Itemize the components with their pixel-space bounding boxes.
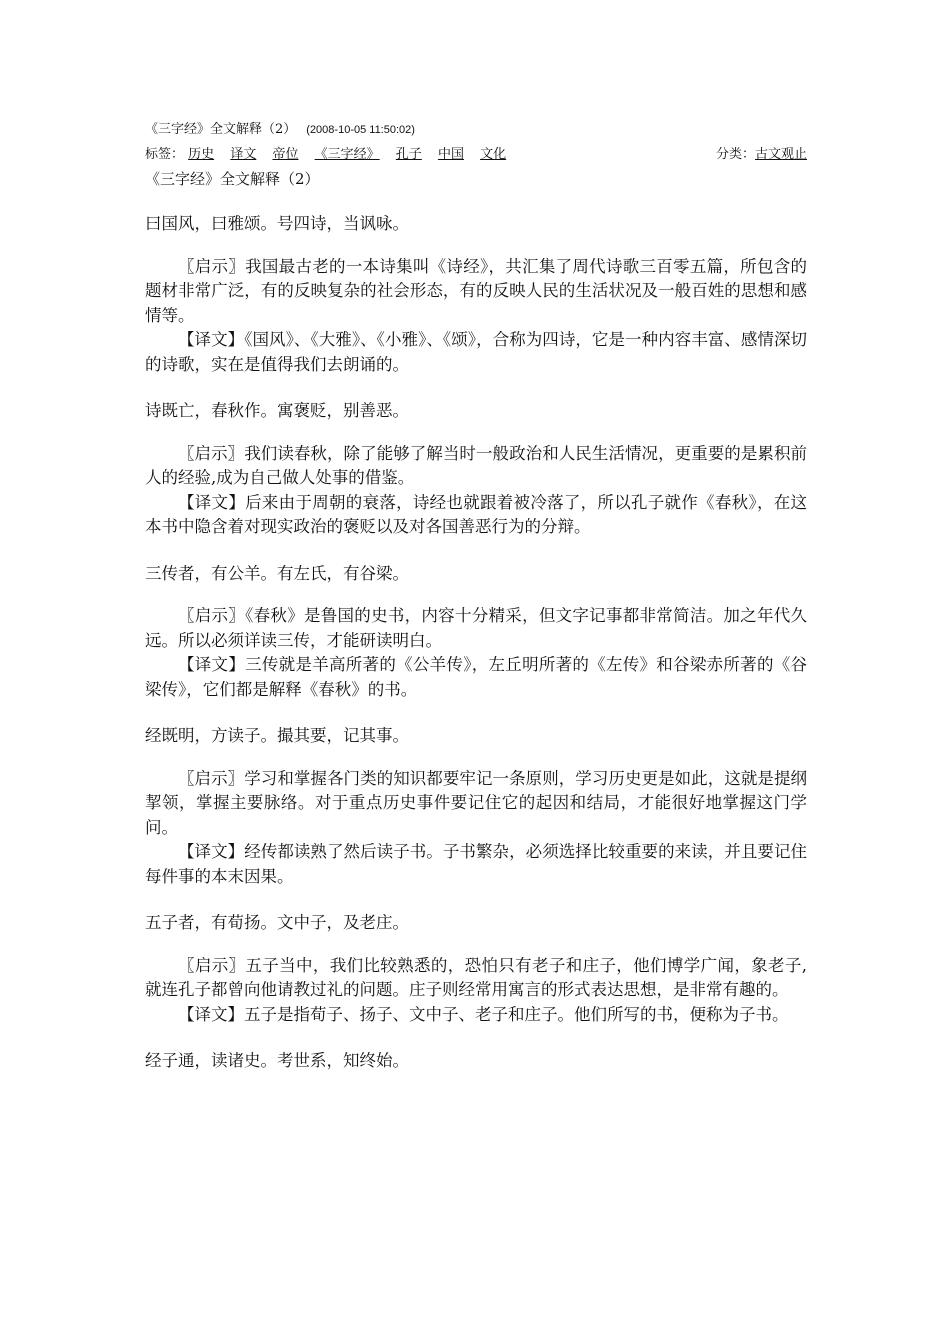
insight-paragraph: 〖启示〗学习和掌握各门类的知识都要牢记一条原则，学习历史更是如此，这就是提纲挈领，掌握主要脉络。对于重点历史事件要记住它的起因和结局，才能很好地掌握这门学问。: [145, 768, 807, 837]
tag-link[interactable]: 历史: [188, 147, 215, 162]
tags-line: [145, 145, 807, 165]
category-link[interactable]: 古文观止: [754, 147, 807, 162]
translation-paragraph: 【译文】三传就是羊高所著的《公羊传》，左丘明所著的《左传》和谷梁赤所著的《谷梁传》，它们都是解释《春秋》的书。: [145, 655, 807, 699]
verse: 三传者，有公羊。有左氏，有谷梁。: [145, 563, 409, 583]
translation-paragraph: 【译文】经传都读熟了然后读子书。子书繁杂，必须选择比较重要的来读，并且要记住每件事的本末因果。: [145, 842, 807, 886]
insight-paragraph: 〖启示〗五子当中，我们比较熟悉的，恐怕只有老子和庄子，他们博学广闻，象老子,就连孔子都曾向他请教过礼的问题。庄子则经常用寓言的形式表达思想，是非常有趣的。: [145, 955, 807, 999]
verse: 经子通，读诸史。考世系，知终始。: [145, 1051, 409, 1070]
translation-paragraph: 【译文】后来由于周朝的衰落，诗经也就跟着被冷落了，所以孔子就作《春秋》，在这本书中隐含着对现实政治的褒贬以及对各国善恶行为的分辩。: [145, 492, 807, 536]
tag-link[interactable]: 中国: [437, 147, 464, 162]
insight-paragraph: 〖启示〗《春秋》是鲁国的史书，内容十分精采，但文字记事都非常简洁。加之年代久远。所以必须详读三传，才能研读明白。: [145, 606, 807, 650]
tags-label: 标签：: [145, 147, 185, 162]
verse: 曰国风，曰雅颂。号四诗，当讽咏。: [145, 214, 409, 233]
section: [145, 212, 807, 377]
article-body: [145, 212, 807, 1096]
translation-paragraph: 【译文】五子是指荀子、扬子、文中子、老子和庄子。他们所写的书，便称为子书。: [178, 1004, 789, 1024]
section: [145, 562, 807, 703]
verse: 诗既亡，春秋作。寓褒贬，别善恶。: [145, 401, 409, 420]
article-subtitle: 《三字经》全文解释（2）: [145, 170, 320, 188]
tag-link[interactable]: 帝位: [272, 147, 299, 162]
translation-paragraph: 【译文】《国风》、《大雅》、《小雅》、《颂》，合称为四诗，它是一种内容丰富、感情深切的诗歌，实在是值得我们去朗诵的。: [145, 330, 807, 374]
category-label: 分类：: [715, 147, 755, 162]
section: [145, 399, 807, 540]
tag-link[interactable]: 《三字经》: [314, 147, 380, 162]
section: [145, 911, 807, 1027]
post-title: 《三字经》全文解释（2）: [145, 122, 297, 137]
tag-link[interactable]: 文化: [480, 147, 507, 162]
post-date: (2008-10-05 11:50:02): [306, 124, 415, 136]
verse: 经既明，方读子。撮其要，记其事。: [145, 726, 409, 745]
category: [716, 145, 807, 165]
section: [145, 1049, 807, 1074]
post-title-line: [145, 120, 415, 140]
section: [145, 724, 807, 889]
insight-paragraph: 〖启示〗我国最古老的一本诗集叫《诗经》，共汇集了周代诗歌三百零五篇，所包含的题材非常广泛，有的反映复杂的社会形态，有的反映人民的生活状况及一般百姓的思想和感情等。: [145, 256, 807, 325]
tag-link[interactable]: 孔子: [395, 147, 422, 162]
tag-link[interactable]: 译文: [230, 147, 257, 162]
insight-paragraph: 〖启示〗我们读春秋，除了能够了解当时一般政治和人民生活情况，更重要的是累积前人的经验,成为自己做人处事的借鉴。: [145, 443, 807, 487]
verse: 五子者，有荀扬。文中子，及老庄。: [145, 913, 409, 932]
